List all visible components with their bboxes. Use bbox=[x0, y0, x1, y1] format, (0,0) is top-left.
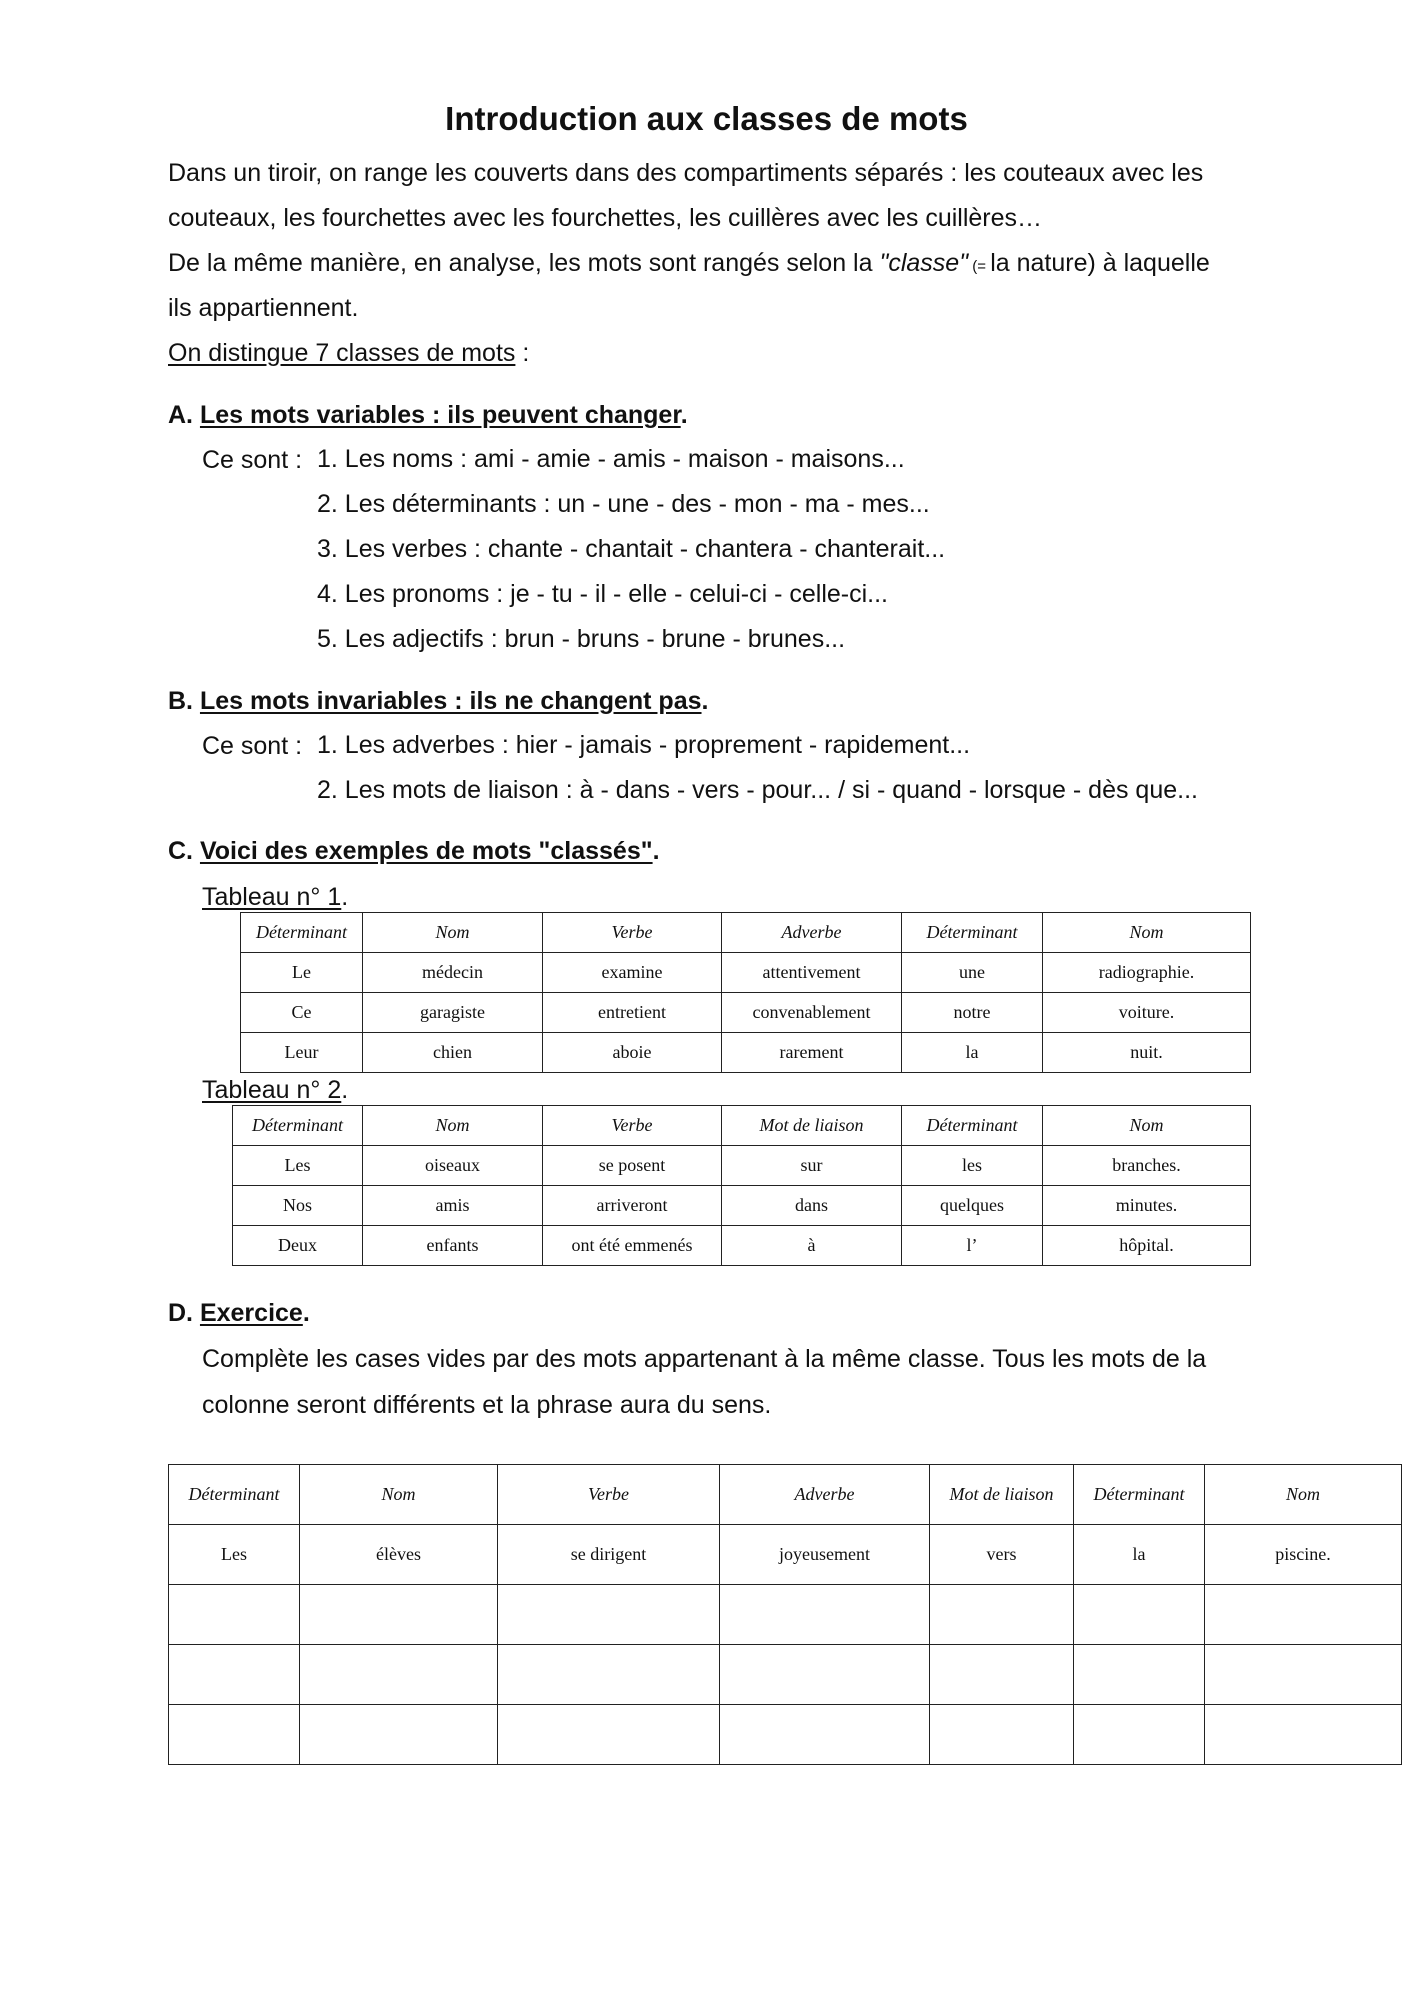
empty-answer-cell[interactable] bbox=[930, 1645, 1074, 1705]
list-item: 5. Les adjectifs : brun - bruns - brune - brunes... bbox=[317, 625, 846, 653]
table-cell: enfants bbox=[363, 1226, 543, 1266]
table-1 bbox=[240, 912, 1251, 1073]
section-a-title: Les mots variables : ils peuvent changer bbox=[199, 401, 681, 429]
table-cell: Le bbox=[241, 953, 363, 993]
table-header-row bbox=[233, 1106, 1251, 1146]
header-cell: Nom bbox=[1205, 1465, 1402, 1525]
list-item: 3. Les verbes : chante - chantait - chantera - chanterait... bbox=[317, 535, 946, 563]
header-cell: Nom bbox=[363, 1106, 543, 1146]
table-cell: les bbox=[902, 1146, 1043, 1186]
table-cell: branches. bbox=[1043, 1146, 1251, 1186]
empty-answer-cell[interactable] bbox=[498, 1645, 720, 1705]
table-cell: nuit. bbox=[1043, 1033, 1251, 1073]
intro-line-1: Dans un tiroir, on range les couverts dans des compartiments séparés : les couteaux avec les bbox=[168, 159, 1204, 187]
section-b-heading bbox=[168, 686, 708, 716]
table-cell: élèves bbox=[300, 1525, 498, 1585]
empty-answer-cell[interactable] bbox=[169, 1705, 300, 1765]
table-cell: entretient bbox=[543, 993, 722, 1033]
table-row-empty bbox=[169, 1585, 1402, 1645]
intro-line-2: couteaux, les fourchettes avec les fourchettes, les cuillères avec les cuillères… bbox=[168, 204, 1043, 232]
table-row bbox=[241, 1033, 1251, 1073]
table-cell: la bbox=[902, 1033, 1043, 1073]
list-item: 1. Les noms : ami - amie - amis - maison - maisons... bbox=[317, 445, 905, 473]
table-2 bbox=[232, 1105, 1251, 1266]
table-row bbox=[233, 1186, 1251, 1226]
section-d-letter: D. bbox=[168, 1299, 193, 1327]
header-cell: Nom bbox=[1043, 1106, 1251, 1146]
table-row bbox=[233, 1226, 1251, 1266]
section-b-ce-sont: Ce sont : bbox=[202, 732, 303, 760]
header-cell: Déterminant bbox=[1074, 1465, 1205, 1525]
section-b-letter: B. bbox=[168, 687, 193, 715]
table-cell: amis bbox=[363, 1186, 543, 1226]
table-cell: rarement bbox=[722, 1033, 902, 1073]
header-cell: Déterminant bbox=[241, 913, 363, 953]
list-item: 2. Les mots de liaison : à - dans - vers - pour... / si - quand - lorsque - dès que... bbox=[317, 776, 1198, 804]
header-cell: Verbe bbox=[543, 913, 722, 953]
section-d-title: Exercice bbox=[199, 1299, 303, 1327]
list-item: 4. Les pronoms : je - tu - il - elle - celui-ci - celle-ci... bbox=[317, 580, 888, 608]
empty-answer-cell[interactable] bbox=[169, 1585, 300, 1645]
table-cell: se posent bbox=[543, 1146, 722, 1186]
tableau-1-label: Tableau n° 1. bbox=[202, 883, 349, 911]
table-row bbox=[241, 993, 1251, 1033]
table-cell: Deux bbox=[233, 1226, 363, 1266]
table-cell: à bbox=[722, 1226, 902, 1266]
exercise-instructions-2: colonne seront différents et la phrase aura du sens. bbox=[202, 1391, 772, 1419]
empty-answer-cell[interactable] bbox=[1074, 1585, 1205, 1645]
table-cell: sur bbox=[722, 1146, 902, 1186]
table-row-empty bbox=[169, 1705, 1402, 1765]
section-c-heading bbox=[168, 836, 660, 866]
header-cell: Déterminant bbox=[902, 913, 1043, 953]
section-c-dot: . bbox=[652, 837, 660, 865]
header-cell: Déterminant bbox=[233, 1106, 363, 1146]
table-cell: quelques bbox=[902, 1186, 1043, 1226]
empty-answer-cell[interactable] bbox=[1074, 1705, 1205, 1765]
table-cell: la bbox=[1074, 1525, 1205, 1585]
table-row bbox=[169, 1525, 1402, 1585]
table-cell: Les bbox=[169, 1525, 300, 1585]
header-cell: Nom bbox=[1043, 913, 1251, 953]
list-item: 2. Les déterminants : un - une - des - mon - ma - mes... bbox=[317, 490, 930, 518]
intro-line-4: ils appartiennent. bbox=[168, 294, 359, 322]
empty-answer-cell[interactable] bbox=[720, 1585, 930, 1645]
header-cell: Déterminant bbox=[902, 1106, 1043, 1146]
table-header-row bbox=[241, 913, 1251, 953]
exercise-table bbox=[168, 1464, 1402, 1765]
table-cell: radiographie. bbox=[1043, 953, 1251, 993]
tableau-1-text: Tableau n° 1 bbox=[202, 883, 342, 911]
section-c-letter: C. bbox=[168, 837, 193, 865]
empty-answer-cell[interactable] bbox=[1205, 1585, 1402, 1645]
intro-line-3-text: De la même manière, en analyse, les mots sont rangés selon la bbox=[168, 249, 880, 277]
table-cell: examine bbox=[543, 953, 722, 993]
table-cell: une bbox=[902, 953, 1043, 993]
empty-answer-cell[interactable] bbox=[1205, 1705, 1402, 1765]
table-cell: garagiste bbox=[363, 993, 543, 1033]
empty-answer-cell[interactable] bbox=[169, 1645, 300, 1705]
intro-line-3-end: la nature) à laquelle bbox=[990, 249, 1210, 277]
table-cell: médecin bbox=[363, 953, 543, 993]
table-cell: voiture. bbox=[1043, 993, 1251, 1033]
table-cell: hôpital. bbox=[1043, 1226, 1251, 1266]
table-row-empty bbox=[169, 1645, 1402, 1705]
header-cell: Déterminant bbox=[169, 1465, 300, 1525]
header-cell: Verbe bbox=[543, 1106, 722, 1146]
tableau-2-text: Tableau n° 2 bbox=[202, 1076, 342, 1104]
empty-answer-cell[interactable] bbox=[498, 1585, 720, 1645]
table-row bbox=[233, 1146, 1251, 1186]
table-cell: convenablement bbox=[722, 993, 902, 1033]
list-item: 1. Les adverbes : hier - jamais - proprement - rapidement... bbox=[317, 731, 971, 759]
section-b-title: Les mots invariables : ils ne changent pas bbox=[199, 687, 702, 715]
tableau-2-label: Tableau n° 2. bbox=[202, 1076, 349, 1104]
table-row bbox=[241, 953, 1251, 993]
table-cell: joyeusement bbox=[720, 1525, 930, 1585]
table-cell: minutes. bbox=[1043, 1186, 1251, 1226]
table-cell: piscine. bbox=[1205, 1525, 1402, 1585]
empty-answer-cell[interactable] bbox=[930, 1585, 1074, 1645]
empty-answer-cell[interactable] bbox=[930, 1705, 1074, 1765]
header-cell: Mot de liaison bbox=[722, 1106, 902, 1146]
table-cell: se dirigent bbox=[498, 1525, 720, 1585]
equals-sign: (= bbox=[968, 258, 991, 275]
empty-answer-cell[interactable] bbox=[300, 1585, 498, 1645]
empty-answer-cell[interactable] bbox=[498, 1705, 720, 1765]
table-cell: attentivement bbox=[722, 953, 902, 993]
table-cell: chien bbox=[363, 1033, 543, 1073]
section-d-heading bbox=[168, 1298, 310, 1328]
empty-answer-cell[interactable] bbox=[720, 1705, 930, 1765]
header-cell: Mot de liaison bbox=[930, 1465, 1074, 1525]
empty-answer-cell[interactable] bbox=[300, 1645, 498, 1705]
empty-answer-cell[interactable] bbox=[720, 1645, 930, 1705]
table-cell: Ce bbox=[241, 993, 363, 1033]
table-header-row bbox=[169, 1465, 1402, 1525]
header-cell: Verbe bbox=[498, 1465, 720, 1525]
section-b-dot: . bbox=[701, 687, 709, 715]
distinguish-line bbox=[168, 338, 529, 368]
empty-answer-cell[interactable] bbox=[1074, 1645, 1205, 1705]
empty-answer-cell[interactable] bbox=[300, 1705, 498, 1765]
section-a-heading bbox=[168, 400, 688, 430]
page-title: Introduction aux classes de mots bbox=[445, 100, 968, 137]
table-cell: l’ bbox=[902, 1226, 1043, 1266]
exercise-instructions-1: Complète les cases vides par des mots appartenant à la même classe. Tous les mots de la bbox=[202, 1345, 1207, 1373]
section-a-ce-sont: Ce sont : bbox=[202, 446, 303, 474]
table-cell: dans bbox=[722, 1186, 902, 1226]
table-cell: Leur bbox=[241, 1033, 363, 1073]
table-cell: ont été emmenés bbox=[543, 1226, 722, 1266]
table-cell: Nos bbox=[233, 1186, 363, 1226]
classe-term: "classe" bbox=[879, 249, 969, 277]
header-cell: Adverbe bbox=[720, 1465, 930, 1525]
header-cell: Nom bbox=[363, 913, 543, 953]
header-cell: Adverbe bbox=[722, 913, 902, 953]
distinguish-colon: : bbox=[515, 339, 530, 367]
section-d-dot: . bbox=[302, 1299, 310, 1327]
section-a-letter: A. bbox=[168, 401, 193, 429]
table-cell: notre bbox=[902, 993, 1043, 1033]
empty-answer-cell[interactable] bbox=[1205, 1645, 1402, 1705]
section-c-title: Voici des exemples de mots "classés" bbox=[199, 837, 653, 865]
table-cell: oiseaux bbox=[363, 1146, 543, 1186]
intro-line-3 bbox=[168, 248, 1210, 282]
table-cell: Les bbox=[233, 1146, 363, 1186]
header-cell: Nom bbox=[300, 1465, 498, 1525]
table-cell: arriveront bbox=[543, 1186, 722, 1226]
distinguish-text: On distingue 7 classes de mots bbox=[168, 339, 516, 367]
table-cell: aboie bbox=[543, 1033, 722, 1073]
section-a-dot: . bbox=[680, 401, 688, 429]
table-cell: vers bbox=[930, 1525, 1074, 1585]
